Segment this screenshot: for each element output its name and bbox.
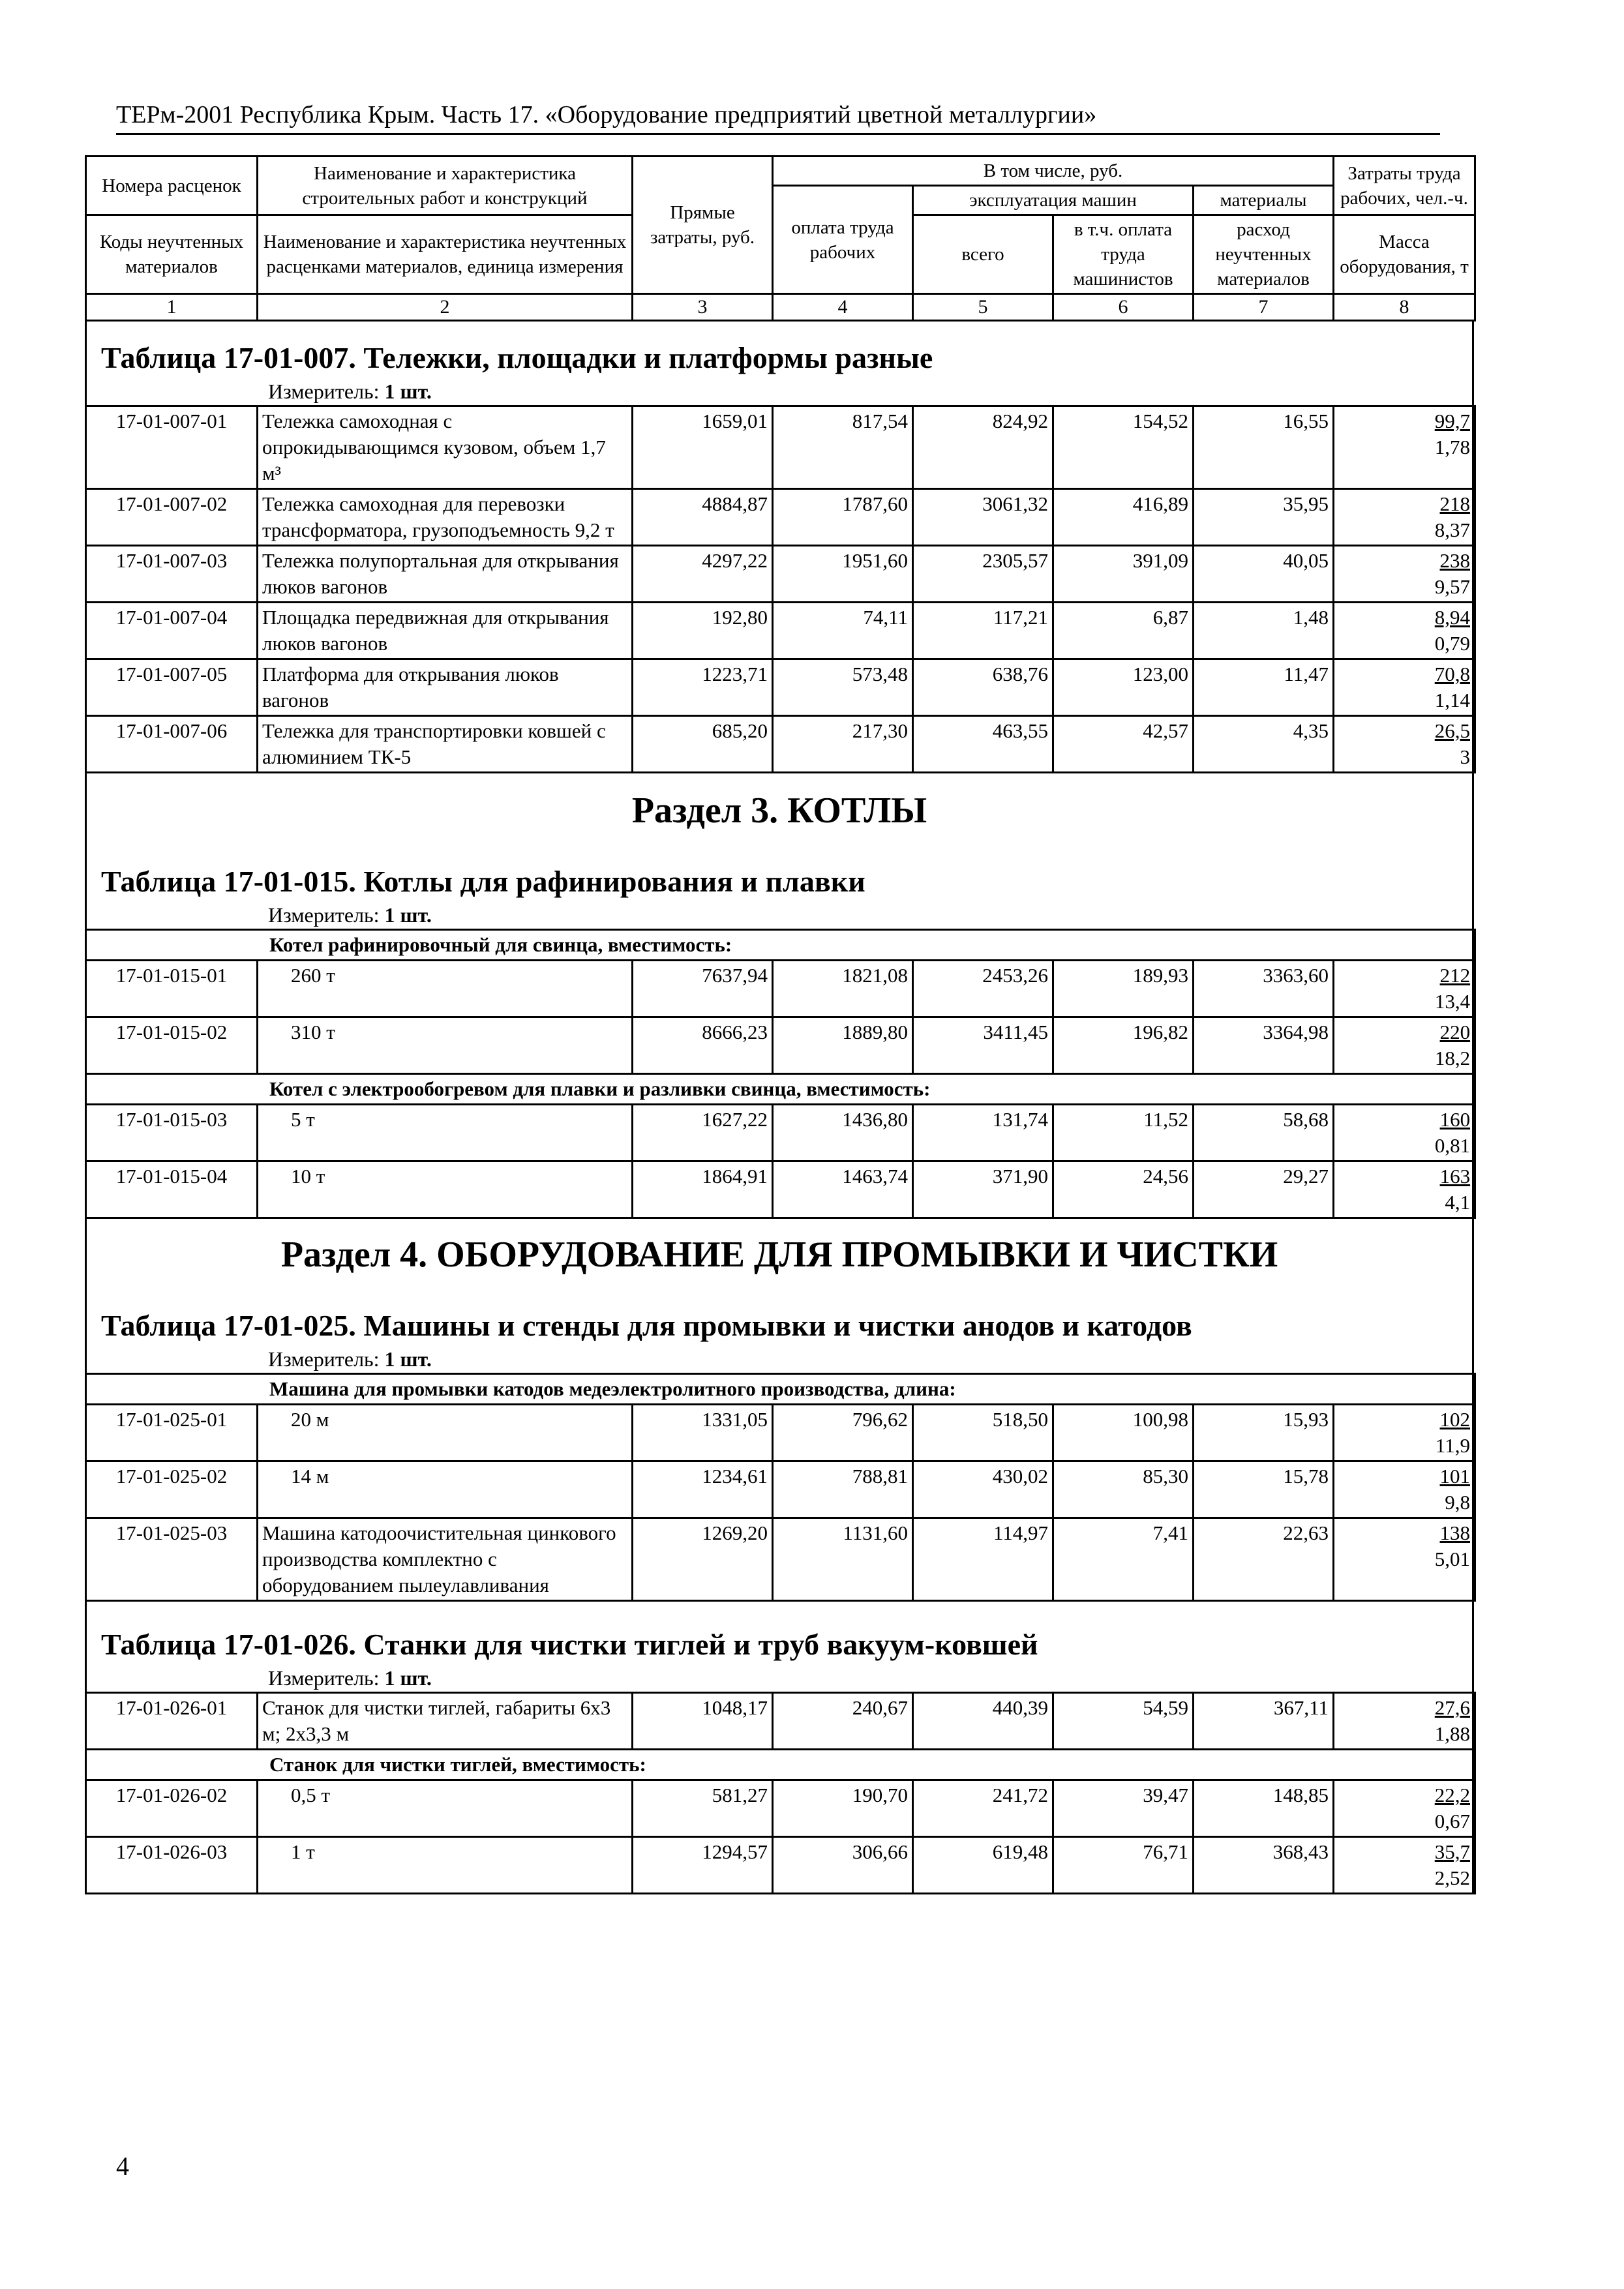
rate-code: 17-01-007-06: [86, 716, 258, 773]
operators-wage: 24,56: [1053, 1161, 1194, 1218]
subheader-text: Котел с электрообогревом для плавки и разливки свинца, вместимость:: [86, 1074, 1475, 1105]
operators-wage: 154,52: [1053, 406, 1194, 489]
section-title: Раздел 4. ОБОРУДОВАНИЕ ДЛЯ ПРОМЫВКИ И ЧИСТКИ: [280, 1234, 1278, 1275]
col-8-bottom: Масса оборудования, т: [1334, 215, 1475, 294]
labor-hours: 212: [1439, 964, 1471, 987]
operators-wage: 189,93: [1053, 961, 1194, 1017]
table-row: [86, 1693, 1475, 1750]
subheader-text: Машина для промывки катодов медеэлектролитного производства, длина:: [86, 1374, 1475, 1405]
rate-name: 0,5 т: [258, 1780, 633, 1837]
rate-code: 17-01-007-04: [86, 603, 258, 659]
worker-wage: 1436,80: [773, 1105, 913, 1161]
labor-mass-cell: [1334, 1105, 1475, 1161]
rate-name: 20 м: [258, 1405, 633, 1461]
table-blocks: [85, 322, 1474, 1894]
equipment-mass: 13,4: [1434, 990, 1471, 1013]
direct-cost: 1223,71: [633, 659, 773, 716]
table-row: [86, 1017, 1475, 1074]
materials-cost: 29,27: [1194, 1161, 1334, 1218]
measure-value: 1 шт.: [384, 1347, 432, 1371]
col-number: 3: [633, 294, 773, 321]
materials-cost: 15,78: [1194, 1461, 1334, 1518]
materials-cost: 3364,98: [1194, 1017, 1334, 1074]
labor-mass-cell: [1334, 489, 1475, 546]
worker-wage: 796,62: [773, 1405, 913, 1461]
operators-wage: 391,09: [1053, 546, 1194, 603]
equipment-mass: 2,52: [1434, 1866, 1470, 1889]
page-number: 4: [116, 2151, 129, 2181]
labor-mass-cell: [1334, 1405, 1475, 1461]
col-3: Прямые затраты, руб.: [633, 157, 773, 294]
direct-cost: 1864,91: [633, 1161, 773, 1218]
table-row: [86, 489, 1475, 546]
operators-wage: 196,82: [1053, 1017, 1194, 1074]
labor-hours: 35,7: [1434, 1840, 1470, 1863]
rate-code: 17-01-015-04: [86, 1161, 258, 1218]
labor-mass-cell: [1334, 1780, 1475, 1837]
measure-value: 1 шт.: [384, 1666, 432, 1690]
labor-mass-cell: [1334, 546, 1475, 603]
materials-cost: 40,05: [1194, 546, 1334, 603]
labor-hours: 99,7: [1434, 410, 1470, 432]
direct-cost: 1048,17: [633, 1693, 773, 1750]
rate-code: 17-01-015-01: [86, 961, 258, 1017]
rates-sheet: [85, 155, 1474, 1894]
materials-cost: 3363,60: [1194, 961, 1334, 1017]
equipment-mass: 11,9: [1435, 1434, 1471, 1457]
col-5: всего: [913, 215, 1053, 294]
machines-total: 117,21: [913, 603, 1053, 659]
labor-mass-cell: [1334, 1837, 1475, 1894]
rate-code: 17-01-007-01: [86, 406, 258, 489]
equipment-mass: 5,01: [1434, 1548, 1471, 1570]
worker-wage: 1951,60: [773, 546, 913, 603]
direct-cost: 4884,87: [633, 489, 773, 546]
machines-total: 3061,32: [913, 489, 1053, 546]
materials-cost: 367,11: [1194, 1693, 1334, 1750]
direct-cost: 1331,05: [633, 1405, 773, 1461]
rates-table: [85, 405, 1476, 773]
subheader-text: Котел рафинировочный для свинца, вместимость:: [86, 930, 1475, 961]
measure-line: [87, 901, 1472, 929]
col-number: 5: [913, 294, 1053, 321]
machines-total: 241,72: [913, 1780, 1053, 1837]
machines-total: 2453,26: [913, 961, 1053, 1017]
direct-cost: 7637,94: [633, 961, 773, 1017]
section-title: Раздел 3. КОТЛЫ: [631, 790, 927, 831]
col-machines: эксплуатация машин: [913, 186, 1194, 215]
col-number: 1: [86, 294, 258, 321]
table-row: [86, 1105, 1475, 1161]
operators-wage: 6,87: [1053, 603, 1194, 659]
table-subheader: [86, 1374, 1475, 1405]
rate-name: 260 т: [258, 961, 633, 1017]
col-2-top: Наименование и характеристика строительных работ и конструкций: [258, 157, 633, 215]
col-number: 4: [773, 294, 913, 321]
operators-wage: 7,41: [1053, 1518, 1194, 1601]
operators-wage: 54,59: [1053, 1693, 1194, 1750]
table-block: [85, 1219, 1474, 1602]
direct-cost: 1234,61: [633, 1461, 773, 1518]
column-header-table: [85, 155, 1476, 322]
direct-cost: 4297,22: [633, 546, 773, 603]
rate-name: Тележка самоходная с опрокидывающимся кузовом, объем 1,7 м³: [258, 406, 633, 489]
labor-mass-cell: [1334, 406, 1475, 489]
materials-cost: 11,47: [1194, 659, 1334, 716]
labor-hours: 238: [1439, 549, 1470, 572]
table-row: [86, 1405, 1475, 1461]
col-7: расход неучтенных материалов: [1194, 215, 1334, 294]
rate-name: Машина катодоочистительная цинкового производства комплектно с оборудованием пылеулавливания: [258, 1518, 633, 1601]
labor-hours: 27,6: [1434, 1696, 1470, 1719]
rate-name: Тележка полупортальная для открывания люков вагонов: [258, 546, 633, 603]
labor-mass-cell: [1334, 659, 1475, 716]
equipment-mass: 1,78: [1434, 436, 1470, 458]
materials-cost: 148,85: [1194, 1780, 1334, 1837]
labor-mass-cell: [1334, 716, 1475, 773]
table-row: [86, 546, 1475, 603]
labor-mass-cell: [1334, 961, 1475, 1017]
worker-wage: 1463,74: [773, 1161, 913, 1218]
labor-hours: 138: [1439, 1521, 1471, 1544]
labor-mass-cell: [1334, 603, 1475, 659]
rate-name: Платформа для открывания люков вагонов: [258, 659, 633, 716]
labor-mass-cell: [1334, 1161, 1475, 1218]
operators-wage: 39,47: [1053, 1780, 1194, 1837]
worker-wage: 817,54: [773, 406, 913, 489]
measure-label: Измеритель:: [268, 903, 380, 927]
measure-value: 1 шт.: [384, 903, 432, 927]
col-group-header: В том числе, руб.: [773, 157, 1334, 186]
equipment-mass: 9,8: [1445, 1491, 1471, 1514]
measure-label: Измеритель:: [268, 380, 380, 403]
worker-wage: 74,11: [773, 603, 913, 659]
worker-wage: 1889,80: [773, 1017, 913, 1074]
rate-code: 17-01-007-02: [86, 489, 258, 546]
table-title: Таблица 17-01-026. Станки для чистки тиглей и труб вакуум-ковшей: [101, 1628, 1038, 1661]
table-subheader: [86, 1074, 1475, 1105]
equipment-mass: 0,81: [1434, 1134, 1471, 1157]
worker-wage: 1821,08: [773, 961, 913, 1017]
machines-total: 371,90: [913, 1161, 1053, 1218]
machines-total: 114,97: [913, 1518, 1053, 1601]
equipment-mass: 1,14: [1434, 689, 1470, 711]
equipment-mass: 1,88: [1434, 1722, 1470, 1745]
machines-total: 619,48: [913, 1837, 1053, 1894]
col-1-bottom: Коды неучтенных материалов: [86, 215, 258, 294]
rate-name: 14 м: [258, 1461, 633, 1518]
measure-line: [87, 1345, 1472, 1373]
equipment-mass: 0,67: [1434, 1810, 1470, 1833]
operators-wage: 100,98: [1053, 1405, 1194, 1461]
col-number: 8: [1334, 294, 1475, 321]
col-2-bottom: Наименование и характеристика неучтенных расценками материалов, единица измерения: [258, 215, 633, 294]
table-title: Таблица 17-01-015. Котлы для рафинирования и плавки: [101, 865, 865, 898]
table-row: [86, 961, 1475, 1017]
table-row: [86, 659, 1475, 716]
labor-hours: 220: [1439, 1021, 1471, 1043]
worker-wage: 788,81: [773, 1461, 913, 1518]
table-row: [86, 1461, 1475, 1518]
rate-code: 17-01-015-03: [86, 1105, 258, 1161]
equipment-mass: 8,37: [1434, 518, 1470, 541]
labor-mass-cell: [1334, 1518, 1475, 1601]
rate-code: 17-01-025-01: [86, 1405, 258, 1461]
machines-total: 131,74: [913, 1105, 1053, 1161]
labor-hours: 160: [1439, 1108, 1471, 1131]
col-number: 7: [1194, 294, 1334, 321]
worker-wage: 573,48: [773, 659, 913, 716]
operators-wage: 11,52: [1053, 1105, 1194, 1161]
direct-cost: 8666,23: [633, 1017, 773, 1074]
rate-name: Площадка передвижная для открывания люков вагонов: [258, 603, 633, 659]
machines-total: 638,76: [913, 659, 1053, 716]
col-4: оплата труда рабочих: [773, 186, 913, 294]
table-title: Таблица 17-01-007. Тележки, площадки и платформы разные: [101, 341, 933, 374]
materials-cost: 58,68: [1194, 1105, 1334, 1161]
machines-total: 3411,45: [913, 1017, 1053, 1074]
labor-hours: 26,5: [1434, 719, 1470, 742]
equipment-mass: 4,1: [1445, 1191, 1471, 1214]
machines-total: 518,50: [913, 1405, 1053, 1461]
labor-mass-cell: [1334, 1461, 1475, 1518]
materials-cost: 4,35: [1194, 716, 1334, 773]
labor-hours: 102: [1439, 1408, 1471, 1431]
col-8-top: Затраты труда рабочих, чел.-ч.: [1334, 157, 1475, 215]
table-row: [86, 406, 1475, 489]
labor-hours: 163: [1439, 1165, 1471, 1188]
machines-total: 463,55: [913, 716, 1053, 773]
direct-cost: 192,80: [633, 603, 773, 659]
operators-wage: 76,71: [1053, 1837, 1194, 1894]
labor-hours: 70,8: [1434, 663, 1470, 685]
labor-hours: 22,2: [1434, 1784, 1470, 1806]
measure-label: Измеритель:: [268, 1347, 380, 1371]
direct-cost: 685,20: [633, 716, 773, 773]
labor-hours: 101: [1439, 1465, 1471, 1488]
labor-mass-cell: [1334, 1017, 1475, 1074]
equipment-mass: 9,57: [1434, 575, 1470, 598]
table-row: [86, 1837, 1475, 1894]
rate-name: 310 т: [258, 1017, 633, 1074]
materials-cost: 1,48: [1194, 603, 1334, 659]
rate-code: 17-01-007-03: [86, 546, 258, 603]
labor-hours: 218: [1439, 492, 1470, 515]
col-materials: материалы: [1194, 186, 1334, 215]
measure-label: Измеритель:: [268, 1666, 380, 1690]
rate-code: 17-01-025-03: [86, 1518, 258, 1601]
col-number: 2: [258, 294, 633, 321]
table-block: [85, 1602, 1474, 1894]
table-title: Таблица 17-01-025. Машины и стенды для промывки и чистки анодов и катодов: [101, 1309, 1192, 1342]
table-row: [86, 1161, 1475, 1218]
rate-name: 5 т: [258, 1105, 633, 1161]
rate-code: 17-01-007-05: [86, 659, 258, 716]
table-row: [86, 1780, 1475, 1837]
direct-cost: 1627,22: [633, 1105, 773, 1161]
labor-hours: 8,94: [1434, 606, 1470, 629]
machines-total: 440,39: [913, 1693, 1053, 1750]
equipment-mass: 0,79: [1434, 632, 1470, 655]
rate-name: Станок для чистки тиглей, габариты 6х3 м; 2х3,3 м: [258, 1693, 633, 1750]
operators-wage: 416,89: [1053, 489, 1194, 546]
equipment-mass: 18,2: [1434, 1047, 1471, 1070]
worker-wage: 217,30: [773, 716, 913, 773]
rate-name: 1 т: [258, 1837, 633, 1894]
operators-wage: 85,30: [1053, 1461, 1194, 1518]
direct-cost: 1294,57: [633, 1837, 773, 1894]
rates-table: [85, 1692, 1476, 1894]
labor-mass-cell: [1334, 1693, 1475, 1750]
rate-code: 17-01-025-02: [86, 1461, 258, 1518]
measure-line: [87, 378, 1472, 405]
table-block: [85, 322, 1474, 773]
table-row: [86, 603, 1475, 659]
worker-wage: 190,70: [773, 1780, 913, 1837]
materials-cost: 22,63: [1194, 1518, 1334, 1601]
materials-cost: 368,43: [1194, 1837, 1334, 1894]
col-1-top: Номера расценок: [86, 157, 258, 215]
worker-wage: 306,66: [773, 1837, 913, 1894]
materials-cost: 16,55: [1194, 406, 1334, 489]
table-row: [86, 1518, 1475, 1601]
operators-wage: 123,00: [1053, 659, 1194, 716]
rate-name: Тележка для транспортировки ковшей с алюминием ТК-5: [258, 716, 633, 773]
worker-wage: 1787,60: [773, 489, 913, 546]
direct-cost: 581,27: [633, 1780, 773, 1837]
table-row: [86, 716, 1475, 773]
materials-cost: 35,95: [1194, 489, 1334, 546]
col-6: в т.ч. оплата труда машинистов: [1053, 215, 1194, 294]
direct-cost: 1659,01: [633, 406, 773, 489]
worker-wage: 1131,60: [773, 1518, 913, 1601]
subheader-text: Станок для чистки тиглей, вместимость:: [86, 1750, 1475, 1780]
table-block: [85, 773, 1474, 1219]
rates-table: [85, 929, 1476, 1219]
col-number: 6: [1053, 294, 1194, 321]
measure-line: [87, 1664, 1472, 1692]
measure-value: 1 шт.: [384, 380, 432, 403]
rate-code: 17-01-026-03: [86, 1837, 258, 1894]
rate-code: 17-01-026-02: [86, 1780, 258, 1837]
page-header: ТЕРм-2001 Республика Крым. Часть 17. «Оборудование предприятий цветной металлургии»: [116, 98, 1440, 135]
materials-cost: 15,93: [1194, 1405, 1334, 1461]
direct-cost: 1269,20: [633, 1518, 773, 1601]
machines-total: 430,02: [913, 1461, 1053, 1518]
rate-code: 17-01-026-01: [86, 1693, 258, 1750]
table-subheader: [86, 930, 1475, 961]
table-subheader: [86, 1750, 1475, 1780]
rates-table: [85, 1373, 1476, 1602]
equipment-mass: 3: [1460, 745, 1470, 768]
rate-name: 10 т: [258, 1161, 633, 1218]
operators-wage: 42,57: [1053, 716, 1194, 773]
rate-name: Тележка самоходная для перевозки трансформатора, грузоподъемность 9,2 т: [258, 489, 633, 546]
machines-total: 824,92: [913, 406, 1053, 489]
rate-code: 17-01-015-02: [86, 1017, 258, 1074]
machines-total: 2305,57: [913, 546, 1053, 603]
worker-wage: 240,67: [773, 1693, 913, 1750]
